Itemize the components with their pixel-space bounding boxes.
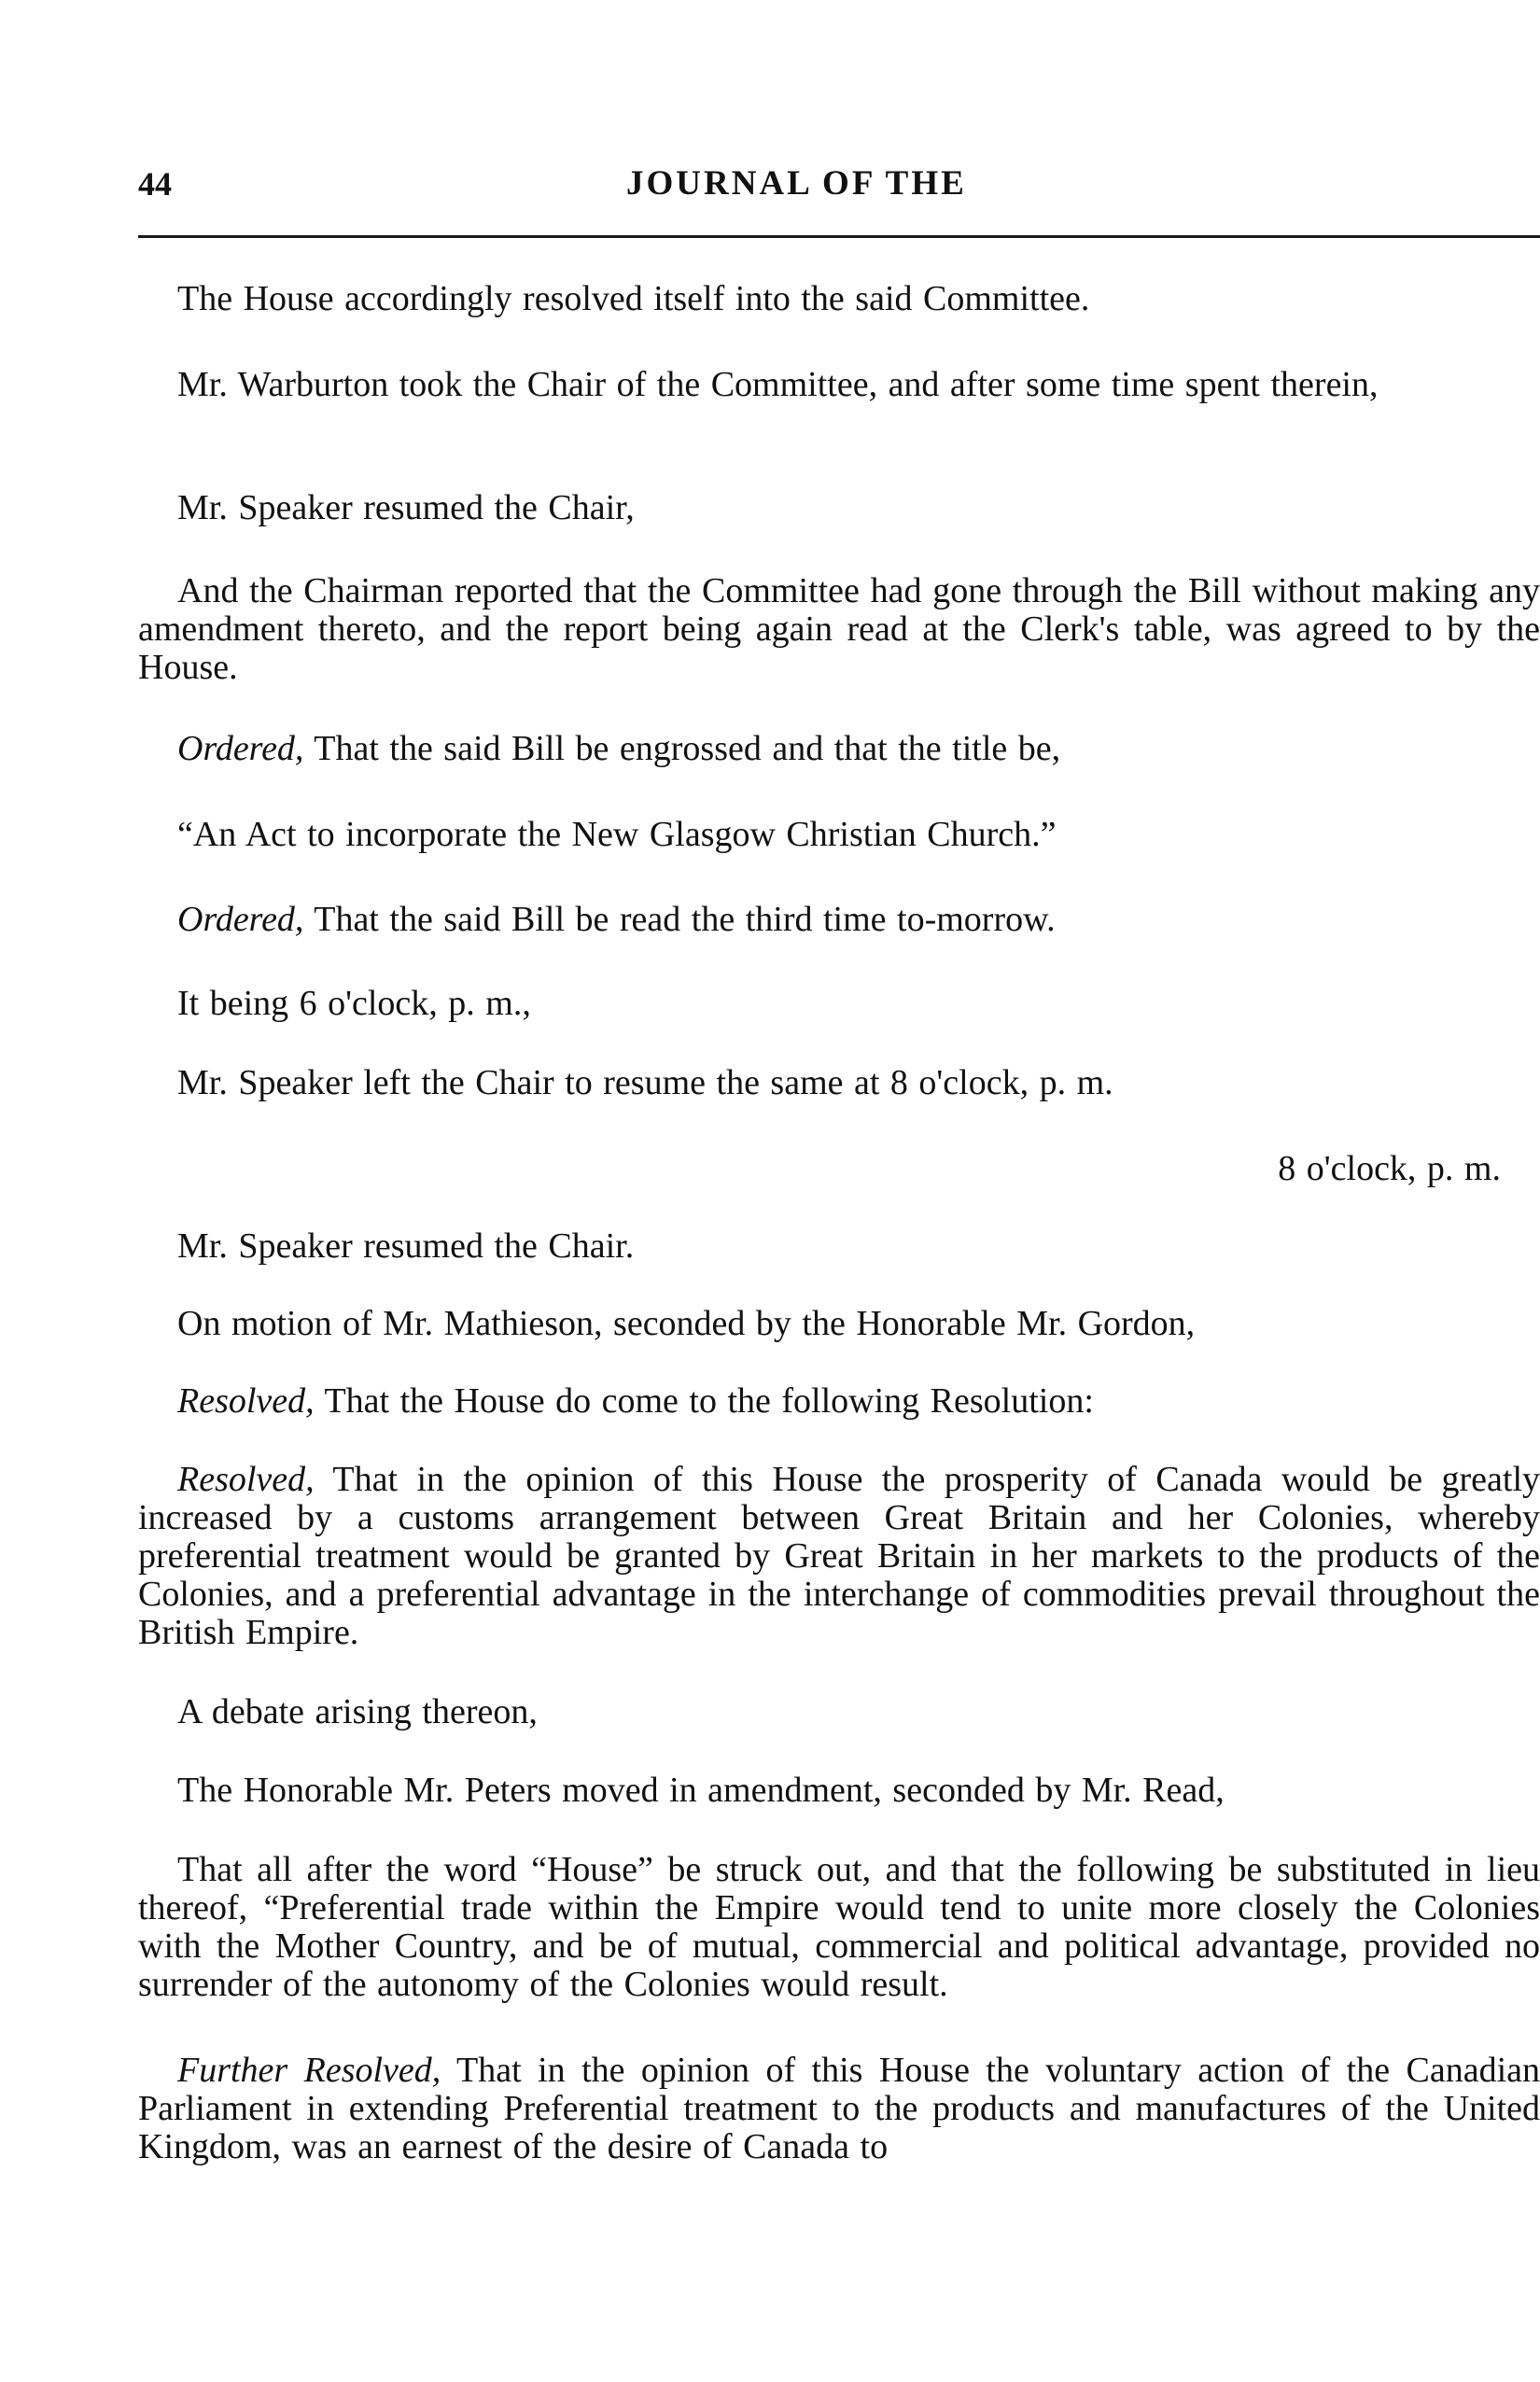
paragraph-resolved-prosperity bbox=[138, 1461, 1540, 1652]
paragraph-committee-resolved bbox=[138, 280, 1540, 318]
paragraph-text: The Honorable Mr. Peters moved in amendment, seconded by Mr. Read, bbox=[177, 1771, 1225, 1810]
paragraph-text: And the Chairman reported that the Committee had gone through the Bill without making any amendment thereto, and the report being again read at the Clerk's table, was agreed to by the House. bbox=[138, 571, 1540, 687]
paragraph-text: Mr. Warburton took the Chair of the Committee, and after some time spent therein, bbox=[177, 365, 1379, 404]
paragraph-further-resolved bbox=[138, 2052, 1540, 2166]
paragraph-text: That the said Bill be engrossed and that the title be, bbox=[303, 729, 1061, 768]
paragraph-act-title bbox=[138, 816, 1540, 854]
paragraph-resolved-come-to bbox=[138, 1382, 1540, 1421]
paragraph-text: That the said Bill be read the third time to-morrow. bbox=[303, 900, 1056, 939]
paragraph-text: “An Act to incorporate the New Glasgow Christian Church.” bbox=[177, 815, 1057, 854]
paragraph-text: 8 o'clock, p. m. bbox=[1278, 1149, 1501, 1188]
paragraph-text: That in the opinion of this House the voluntary action of the Canadian Parliament in extending Preferential treatment to the products and manufactures of the United Kingdom, was an earnest of the desire of Canada to bbox=[138, 2051, 1540, 2166]
paragraph-amendment-text bbox=[138, 1851, 1540, 2004]
paragraph-ordered-third-reading bbox=[138, 901, 1540, 939]
paragraph-motion bbox=[138, 1305, 1540, 1343]
paragraph-six-oclock bbox=[138, 985, 1540, 1023]
paragraph-ordered-engrossed bbox=[138, 730, 1540, 768]
paragraph-lead: Further Resolved, bbox=[177, 2051, 441, 2090]
paragraph-lead: Resolved, bbox=[177, 1460, 315, 1499]
paragraph-text: Mr. Speaker left the Chair to resume the same at 8 o'clock, p. m. bbox=[177, 1063, 1113, 1102]
header-rule bbox=[138, 235, 1540, 238]
paragraph-speaker-resumed-evening bbox=[138, 1227, 1540, 1266]
paragraph-text: It being 6 o'clock, p. m., bbox=[177, 984, 531, 1023]
time-heading bbox=[138, 1150, 1501, 1188]
paragraph-text: On motion of Mr. Mathieson, seconded by the Honorable Mr. Gordon, bbox=[177, 1304, 1196, 1343]
paragraph-peters-amendment bbox=[138, 1772, 1540, 1810]
paragraph-chairman-reported bbox=[138, 572, 1540, 687]
paragraph-speaker-resumed bbox=[138, 489, 1540, 527]
paragraph-warburton-chair bbox=[138, 366, 1540, 404]
paragraph-text: The House accordingly resolved itself into the said Committee. bbox=[177, 279, 1090, 318]
paragraph-text: That the House do come to the following Resolution: bbox=[314, 1381, 1094, 1421]
paragraph-debate bbox=[138, 1693, 1540, 1731]
page-header bbox=[138, 161, 1540, 217]
paragraph-text: Mr. Speaker resumed the Chair. bbox=[177, 1226, 635, 1266]
page-number: 44 bbox=[138, 165, 172, 203]
paragraph-text: That in the opinion of this House the prosperity of Canada would be greatly increased by a customs arrangement between Great Britain and her Colonies, whereby preferential treatment would be granted by Great Britain in her markets to the products of the Colonies, and a preferential advantage in the interchange of commodities prevail throughout the British Empire. bbox=[138, 1460, 1540, 1652]
paragraph-text: Mr. Speaker resumed the Chair, bbox=[177, 488, 635, 527]
paragraph-text: A debate arising thereon, bbox=[177, 1692, 538, 1731]
paragraph-lead: Ordered, bbox=[177, 729, 304, 768]
paragraph-lead: Resolved, bbox=[177, 1381, 315, 1421]
paragraph-text: That all after the word “House” be struck out, and that the following be substituted in lieu thereof, “Preferential trade within the Empire would tend to unite more closely the Colonies with the Mother Country, and be of mutual, commercial and political advantage, provided no surrender of the autonomy of the Colonies would result. bbox=[138, 1850, 1540, 2004]
running-head: JOURNAL OF THE bbox=[626, 164, 967, 203]
paragraph-lead: Ordered, bbox=[177, 900, 304, 939]
paragraph-speaker-left bbox=[138, 1064, 1540, 1102]
